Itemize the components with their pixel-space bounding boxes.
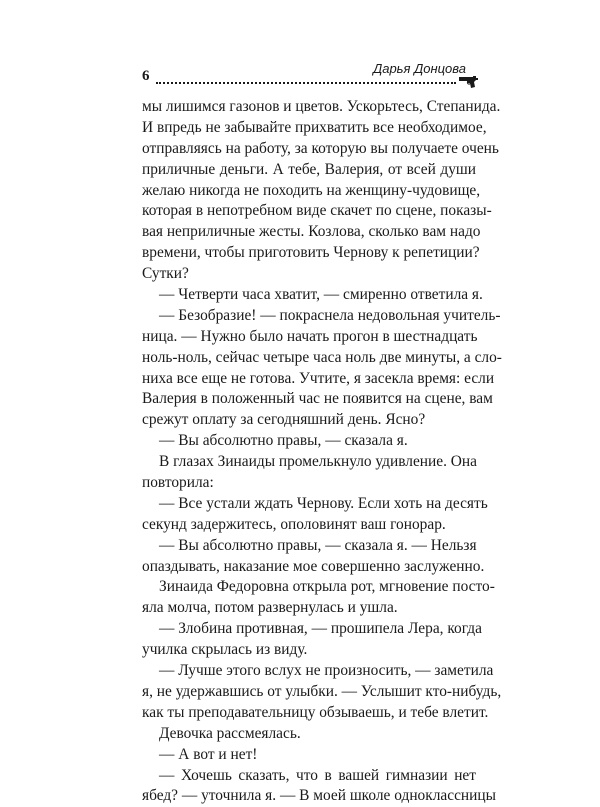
text-line: ноль-ноль, сейчас четыре часа ноль две минуты, а сло- [142,348,502,366]
text-line: приличные деньги. А тебе, Валерия, от всей души [142,160,476,178]
text-line: времени, чтобы приготовить Чернову к репетиции? [142,244,480,262]
text-line: — Хочешь сказать, что в вашей гимназии нет [159,766,476,784]
text-line: яла молча, потом развернулась и ушла. [142,599,398,617]
text-line: повторила: [142,474,214,492]
text-line: я, не удержавшись от улыбки. — Услышит кто-нибудь, [142,682,502,700]
text-line: — Вы абсолютно правы, — сказала я. [159,432,408,450]
text-line: желаю никогда не походить на женщину-чудовище, [142,181,481,199]
text-line: И впредь не забывайте прихватить все необходимое, [142,118,487,136]
dotted-leader [156,82,456,84]
text-line: — Лучше этого вслух не произносить, — заметила [159,662,494,680]
text-line: В глазах Зинаиды промелькнуло удивление. Она [159,453,477,471]
text-line: — Вы абсолютно правы, — сказала я. — Нельзя [159,536,477,554]
text-line: ниха все еще не готова. Учтите, я засекла время: если [142,369,495,387]
text-line: опаздывать, наказание мое совершенно заслуженно. [142,557,485,575]
text-line: Девочка рассмеялась. [159,724,301,742]
text-line: срежут оплату за сегодняшний день. Ясно? [142,411,426,429]
text-line: ница. — Нужно было начать прогон в шестнадцать [142,327,478,345]
running-header [142,61,480,90]
text-line: — Злобина противная, — прошипела Лера, когда [159,620,482,638]
text-line: Сутки? [142,265,189,283]
text-line: — Безобразие! — покраснела недовольная учитель- [159,306,501,324]
text-line: отправляясь на работу, за которую вы получаете очень [142,139,499,157]
page-number: 6 [142,68,150,84]
revolver-icon [458,73,480,89]
text-line: мы лишимся газонов и цветов. Ускорьтесь, Степанида. [142,98,501,115]
text-line: — Все устали ждать Чернову. Если хоть на десять [159,494,488,512]
text-line: как ты преподавательницу обзываешь, и тебе влетит. [142,703,489,721]
text-line: секунд задержитесь, ополовинят ваш гонорар. [142,515,446,533]
text-line: вая неприличные жесты. Козлова, сколько вам надо [142,223,481,241]
text-line: училка скрылась из виду. [142,641,308,659]
running-head-author: Дарья Донцова [373,61,466,76]
text-line: — А вот и нет! [159,745,258,763]
text-line: которая в непотребном виде скачет по сцене, показы- [142,202,492,220]
text-line: Зинаида Федоровна открыла рот, мгновение посто- [159,578,495,596]
body-text [142,97,502,807]
text-line: — Четверти часа хватит, — смиренно ответила я. [159,286,483,304]
text-line: ябед? — уточнила я. — В моей школе одноклассницы [142,787,496,805]
text-line: Валерия в положенный час не появится на сцене, вам [142,390,493,408]
